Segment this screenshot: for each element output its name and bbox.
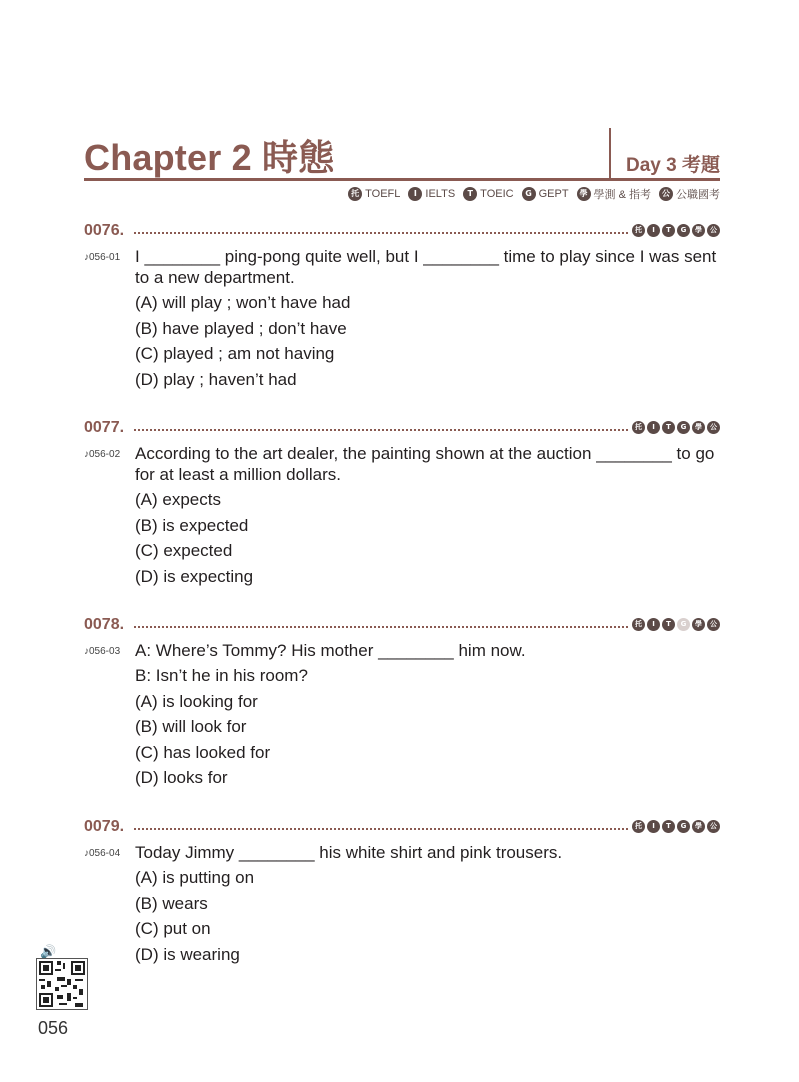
- exam-badges: [632, 224, 720, 237]
- option-a: (A) will play ; won’t have had: [135, 293, 351, 312]
- option-a: (A) is looking for: [135, 691, 258, 711]
- question-body: [135, 640, 720, 789]
- civil-service-icon: 公: [707, 421, 720, 434]
- civil-service-icon: 公: [659, 187, 673, 201]
- toefl-icon: 托: [632, 224, 645, 237]
- legend-toeic: [463, 187, 513, 201]
- toefl-icon: 托: [632, 618, 645, 631]
- exam-badges: [632, 421, 720, 434]
- ielts-icon: I: [647, 820, 660, 833]
- question-0077: [84, 419, 720, 586]
- question-0079: [84, 818, 720, 964]
- option-c: (C) played ; am not having: [135, 344, 335, 363]
- toeic-icon: T: [662, 618, 675, 631]
- option-d: (D) play ; haven’t had: [135, 369, 297, 389]
- dotted-leader: [134, 429, 628, 431]
- dotted-leader: [134, 626, 628, 628]
- legend-ielts: [408, 187, 455, 201]
- option-d: (D) looks for: [135, 768, 228, 787]
- legend-label: 學測 & 指考: [593, 189, 651, 201]
- day-label: Day 3 考題: [626, 155, 720, 176]
- legend-college-entrance: [577, 186, 651, 202]
- question-0078: [84, 616, 720, 787]
- question-stem: According to the art dealer, the painting shown at the auction ________ to go for at least a million dollars.: [135, 444, 715, 484]
- ielts-icon: I: [647, 618, 660, 631]
- question-header: [84, 818, 720, 838]
- ielts-icon: I: [408, 187, 422, 201]
- option-b: (B) wears: [135, 893, 208, 913]
- civil-service-icon: 公: [707, 820, 720, 833]
- question-body: [135, 842, 720, 965]
- audio-track-label[interactable]: ♪056-03: [84, 646, 121, 657]
- civil-service-icon: 公: [707, 618, 720, 631]
- legend-gept: [522, 187, 569, 201]
- college-entrance-icon: 學: [692, 618, 705, 631]
- audio-qr-block[interactable]: [36, 944, 92, 1010]
- page-number: 056: [38, 1018, 69, 1038]
- option-c: (C) expected: [135, 541, 233, 560]
- question-stem: I ________ ping-pong quite well, but I ________ time to play since I was sent to a new department.: [135, 247, 717, 287]
- legend-label: IELTS: [425, 188, 456, 200]
- option-d: (D) is wearing: [135, 944, 240, 964]
- option-b: (B) is expected: [135, 515, 249, 535]
- toeic-icon: T: [463, 187, 477, 201]
- gept-icon: G: [677, 224, 690, 237]
- header-divider: [609, 128, 611, 178]
- exam-badges: [632, 618, 720, 631]
- legend-label: GEPT: [538, 188, 569, 200]
- question-number: 0078.: [84, 616, 125, 633]
- ielts-icon: I: [647, 421, 660, 434]
- gept-icon: G: [677, 421, 690, 434]
- option-d: (D) is expecting: [135, 566, 254, 586]
- qr-code-icon[interactable]: [36, 958, 88, 1010]
- audio-track-label[interactable]: ♪056-04: [84, 848, 121, 859]
- chapter-title: Chapter 2 時態: [84, 137, 335, 178]
- college-entrance-icon: 學: [692, 820, 705, 833]
- question-stem: A: Where’s Tommy? His mother ________ him now.: [135, 641, 526, 660]
- question-header: [84, 222, 720, 242]
- question-stem-reply: B: Isn’t he in his room?: [135, 666, 308, 685]
- question-number: 0076.: [84, 222, 125, 239]
- question-stem: Today Jimmy ________ his white shirt and pink trousers.: [135, 843, 563, 862]
- toefl-icon: 托: [632, 421, 645, 434]
- ielts-icon: I: [647, 224, 660, 237]
- college-entrance-icon: 學: [692, 224, 705, 237]
- speaker-icon: 🔊: [40, 944, 57, 959]
- page-header: [84, 128, 720, 182]
- civil-service-icon: 公: [707, 224, 720, 237]
- legend-label: 公職國考: [676, 189, 720, 201]
- legend-label: TOEFL: [365, 188, 401, 200]
- option-c: (C) has looked for: [135, 742, 271, 762]
- toefl-icon: 托: [632, 820, 645, 833]
- gept-icon: G: [522, 187, 536, 201]
- legend-civil-service: [659, 186, 720, 202]
- gept-icon: G: [677, 618, 690, 631]
- toeic-icon: T: [662, 224, 675, 237]
- legend-toefl: [348, 187, 400, 201]
- toeic-icon: T: [662, 421, 675, 434]
- gept-icon: G: [677, 820, 690, 833]
- option-a: (A) expects: [135, 490, 221, 509]
- question-header: [84, 616, 720, 636]
- question-number: 0079.: [84, 818, 125, 835]
- audio-track-label[interactable]: ♪056-01: [84, 252, 121, 263]
- toeic-icon: T: [662, 820, 675, 833]
- audio-track-label[interactable]: ♪056-02: [84, 449, 121, 460]
- question-header: [84, 419, 720, 439]
- question-number: 0077.: [84, 419, 125, 436]
- exam-legend: [348, 186, 720, 202]
- option-a: (A) is putting on: [135, 868, 255, 887]
- toefl-icon: 托: [348, 187, 362, 201]
- legend-label: TOEIC: [480, 188, 514, 200]
- college-entrance-icon: 學: [692, 421, 705, 434]
- header-rule: [84, 178, 720, 181]
- question-body: [135, 246, 720, 390]
- option-b: (B) have played ; don’t have: [135, 318, 347, 338]
- question-body: [135, 443, 720, 587]
- option-b: (B) will look for: [135, 717, 247, 736]
- dotted-leader: [134, 828, 628, 830]
- question-0076: [84, 222, 720, 389]
- college-entrance-icon: 學: [577, 187, 591, 201]
- exam-badges: [632, 820, 720, 833]
- dotted-leader: [134, 232, 628, 234]
- option-c: (C) put on: [135, 919, 211, 938]
